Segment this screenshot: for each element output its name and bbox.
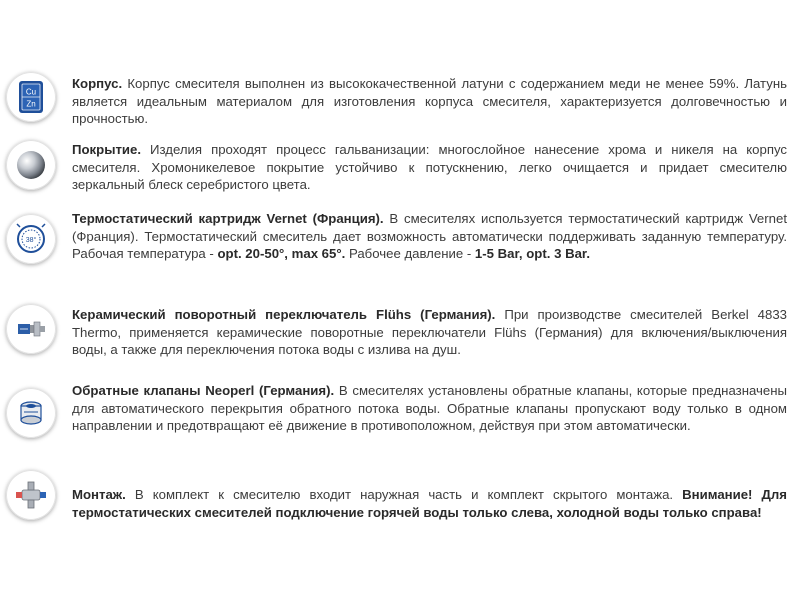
temperature-label: 38°	[25, 237, 37, 244]
feature-title: Керамический поворотный переключатель Flühs (Германия).	[72, 307, 496, 322]
mounting-valve-icon	[6, 470, 56, 520]
feature-mounting-text	[72, 486, 787, 521]
pressure-range: 1-5 Bar, opt. 3 Bar.	[474, 246, 590, 261]
zn-label: Zn	[26, 99, 36, 109]
feature-title: Термостатический картридж Vernet (Франция).	[72, 211, 384, 226]
chrome-sphere-icon	[6, 140, 56, 190]
feature-check-valves-text	[72, 382, 787, 435]
feature-description: Изделия проходят процесс гальванизации: многослойное нанесение хрома и никеля на корпус смесителя. Хромоникелевое покрытие устойчиво к потускнению, легко очищается и придает смесителю зеркальный блеск серебристого цвета.	[72, 142, 787, 192]
feature-thermostat-text	[72, 210, 787, 263]
ceramic-cartridge-icon	[6, 304, 56, 354]
check-valve-icon	[6, 388, 56, 438]
thermostat-dial-icon	[6, 214, 56, 264]
feature-body-text	[72, 75, 787, 128]
temperature-range: opt. 20-50°, max 65°.	[217, 246, 346, 261]
feature-title: Обратные клапаны Neoperl (Германия).	[72, 383, 335, 398]
pressure-label: Рабочее давление -	[345, 246, 475, 261]
feature-title: Монтаж.	[72, 487, 126, 502]
cu-label: Cu	[25, 87, 37, 97]
feature-description: Корпус смесителя выполнен из высококачественной латуни с содержанием меди не менее 59%. Латунь является идеальным материалом для изготовления корпуса смесителя, характеризуется долговечностью и прочностью.	[72, 76, 787, 126]
feature-description: В смесителях используется термостатический картридж Vernet (Франция). Термостатический смеситель дает возможность автоматически поддерживать заданную температуру. Рабочая температура -	[72, 211, 787, 261]
feature-description: В смесителях установлены обратные клапаны, которые предназначены для автоматического перекрытия обратного потока воды. Обратные клапаны пропускают воду только в одном направлении и предотвращают её движение в противоположном, действуя при этом автоматически.	[72, 383, 787, 433]
feature-description: При производстве смесителей Berkel 4833 Thermo, применяется керамические поворотные переключатели Flühs (Германия) для включения/выключения воды, а также для переключения потока воды с излива на душ.	[72, 307, 787, 357]
feature-description: В комплект к смесителю входит наружная часть и комплект скрытого монтажа.	[125, 487, 683, 502]
mounting-warning: Внимание! Для термостатических смесителей подключение горячей воды только слева, холодной воды только справа!	[72, 487, 787, 520]
feature-title: Покрытие.	[72, 142, 142, 157]
cu-zn-icon	[6, 72, 56, 122]
feature-coating-text	[72, 141, 787, 194]
feature-ceramic-switch-text	[72, 306, 787, 359]
feature-title: Корпус.	[72, 76, 123, 91]
